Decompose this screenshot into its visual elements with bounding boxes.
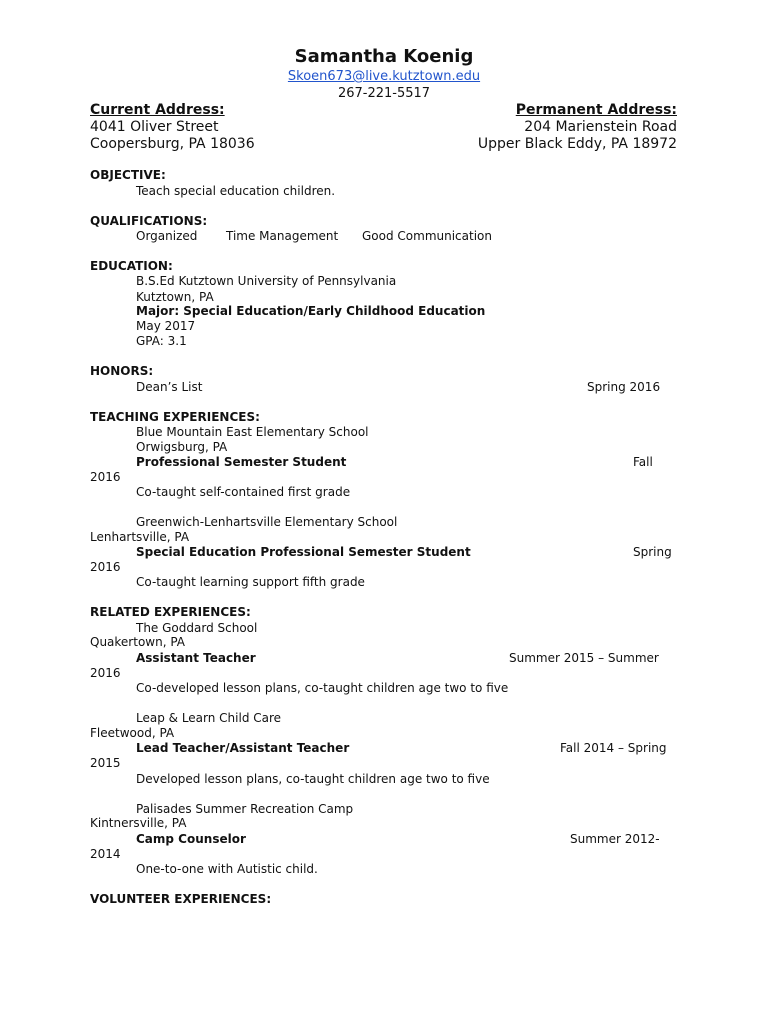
teaching-heading: TEACHING EXPERIENCES:: [90, 410, 260, 424]
education-date: May 2017: [136, 319, 196, 333]
related-org: Leap & Learn Child Care: [136, 711, 282, 725]
related-location: Quakertown, PA: [90, 635, 186, 649]
teaching-description: Co-taught self-contained first grade: [136, 485, 351, 499]
objective-text: Teach special education children.: [136, 184, 336, 198]
related-org: The Goddard School: [136, 621, 258, 635]
candidate-name: Samantha Koenig: [294, 46, 474, 67]
related-heading: RELATED EXPERIENCES:: [90, 605, 251, 619]
honors-item: Dean’s List: [136, 380, 203, 394]
related-date-wrap: 2016: [90, 666, 121, 680]
permanent-address-city: Upper Black Eddy, PA 18972: [477, 136, 677, 152]
related-org: Palisades Summer Recreation Camp: [136, 802, 354, 816]
teaching-location: Orwigsburg, PA: [136, 440, 228, 454]
related-date-wrap: 2014: [90, 847, 121, 861]
teaching-org: Greenwich-Lenhartsville Elementary School: [136, 515, 398, 529]
related-description: Developed lesson plans, co-taught children age two to five: [136, 772, 490, 786]
related-location: Kintnersville, PA: [90, 816, 187, 830]
related-date: Summer 2012-: [570, 832, 660, 846]
related-location: Fleetwood, PA: [90, 726, 175, 740]
related-role: Assistant Teacher: [136, 651, 256, 665]
permanent-address-street: 204 Marienstein Road: [524, 119, 677, 135]
honors-date: Spring 2016: [587, 380, 661, 394]
teaching-date: Fall: [633, 455, 653, 469]
related-role: Camp Counselor: [136, 832, 246, 846]
current-address-city: Coopersburg, PA 18036: [90, 136, 255, 152]
qualification-item: Good Communication: [362, 229, 492, 243]
volunteer-heading: VOLUNTEER EXPERIENCES:: [90, 892, 272, 906]
education-gpa: GPA: 3.1: [136, 334, 187, 348]
related-description: Co-developed lesson plans, co-taught children age two to five: [136, 681, 509, 695]
related-role: Lead Teacher/Assistant Teacher: [136, 741, 350, 755]
teaching-date-wrap: 2016: [90, 470, 121, 484]
teaching-role: Professional Semester Student: [136, 455, 347, 469]
related-date-wrap: 2015: [90, 756, 121, 770]
education-degree: B.S.Ed Kutztown University of Pennsylvania: [136, 274, 397, 288]
education-major: Major: Special Education/Early Childhood Education: [136, 304, 486, 318]
teaching-description: Co-taught learning support fifth grade: [136, 575, 365, 589]
qualifications-heading: QUALIFICATIONS:: [90, 214, 208, 228]
qualification-item: Organized: [136, 229, 198, 243]
current-address-heading: Current Address:: [90, 102, 225, 118]
teaching-location: Lenhartsville, PA: [90, 530, 190, 544]
related-date: Fall 2014 – Spring: [560, 741, 667, 755]
permanent-address-heading: Permanent Address:: [515, 102, 677, 118]
education-location: Kutztown, PA: [136, 290, 214, 304]
email-link-wrap: [0, 69, 768, 84]
teaching-date: Spring: [633, 545, 672, 559]
teaching-org: Blue Mountain East Elementary School: [136, 425, 369, 439]
related-date: Summer 2015 – Summer: [509, 651, 659, 665]
phone-number: 267-221-5517: [337, 86, 431, 101]
current-address-street: 4041 Oliver Street: [90, 119, 219, 135]
related-description: One-to-one with Autistic child.: [136, 862, 318, 876]
teaching-date-wrap: 2016: [90, 560, 121, 574]
qualification-item: Time Management: [226, 229, 339, 243]
education-heading: EDUCATION:: [90, 259, 173, 273]
objective-heading: OBJECTIVE:: [90, 168, 166, 182]
email-link[interactable]: Skoen673@live.kutztown.edu: [287, 69, 481, 84]
honors-heading: HONORS:: [90, 364, 154, 378]
teaching-role: Special Education Professional Semester Student: [136, 545, 471, 559]
